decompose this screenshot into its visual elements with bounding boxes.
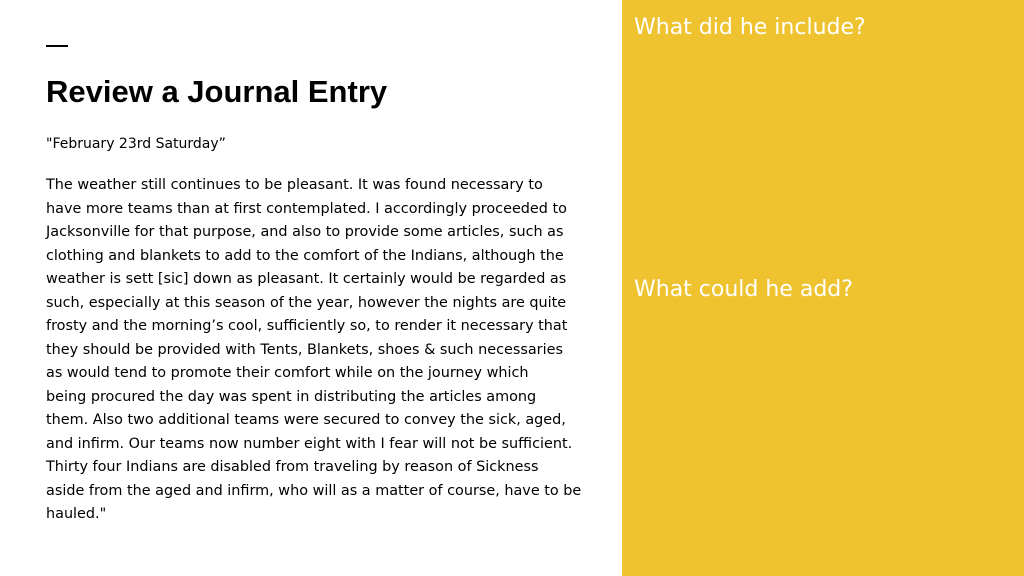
prompt-what-add: What could he add? bbox=[634, 277, 853, 302]
journal-line: being procured the day was spent in distributing the articles among bbox=[46, 388, 537, 405]
prompt-panel bbox=[622, 0, 1024, 576]
journal-line: The weather still continues to be pleasant. It was found necessary to bbox=[46, 177, 543, 193]
journal-line: clothing and blankets to add to the comfort of the Indians, although the bbox=[46, 247, 564, 264]
journal-line: they should be provided with Tents, Blankets, shoes & such necessaries bbox=[46, 341, 563, 358]
journal-line: as would tend to promote their comfort while on the journey which bbox=[46, 365, 529, 381]
journal-date-heading: "February 23rd Saturday” bbox=[46, 136, 226, 152]
journal-line: them. Also two additional teams were secured to convey the sick, aged, bbox=[46, 412, 566, 428]
journal-line: weather is sett [sic] down as pleasant. It certainly would be regarded as bbox=[46, 271, 567, 287]
journal-line: such, especially at this season of the year, however the nights are quite bbox=[46, 294, 567, 311]
journal-line: and infirm. Our teams now number eight with I fear will not be sufficient. bbox=[46, 435, 573, 452]
journal-line: hauled." bbox=[46, 506, 107, 522]
journal-line: Thirty four Indians are disabled from traveling by reason of Sickness bbox=[46, 459, 539, 475]
prompt-what-included: What did he include? bbox=[634, 15, 866, 40]
title-accent-dash bbox=[46, 45, 68, 47]
journal-entry-text bbox=[46, 174, 606, 527]
journal-line: have more teams than at first contemplated. I accordingly proceeded to bbox=[46, 200, 567, 217]
journal-line: aside from the aged and infirm, who will as a matter of course, have to be bbox=[46, 482, 582, 499]
slide-title: Review a Journal Entry bbox=[46, 74, 388, 109]
journal-line: Jacksonville for that purpose, and also to provide some articles, such as bbox=[46, 224, 564, 240]
journal-line: frosty and the morning’s cool, sufficiently so, to render it necessary that bbox=[46, 318, 568, 334]
